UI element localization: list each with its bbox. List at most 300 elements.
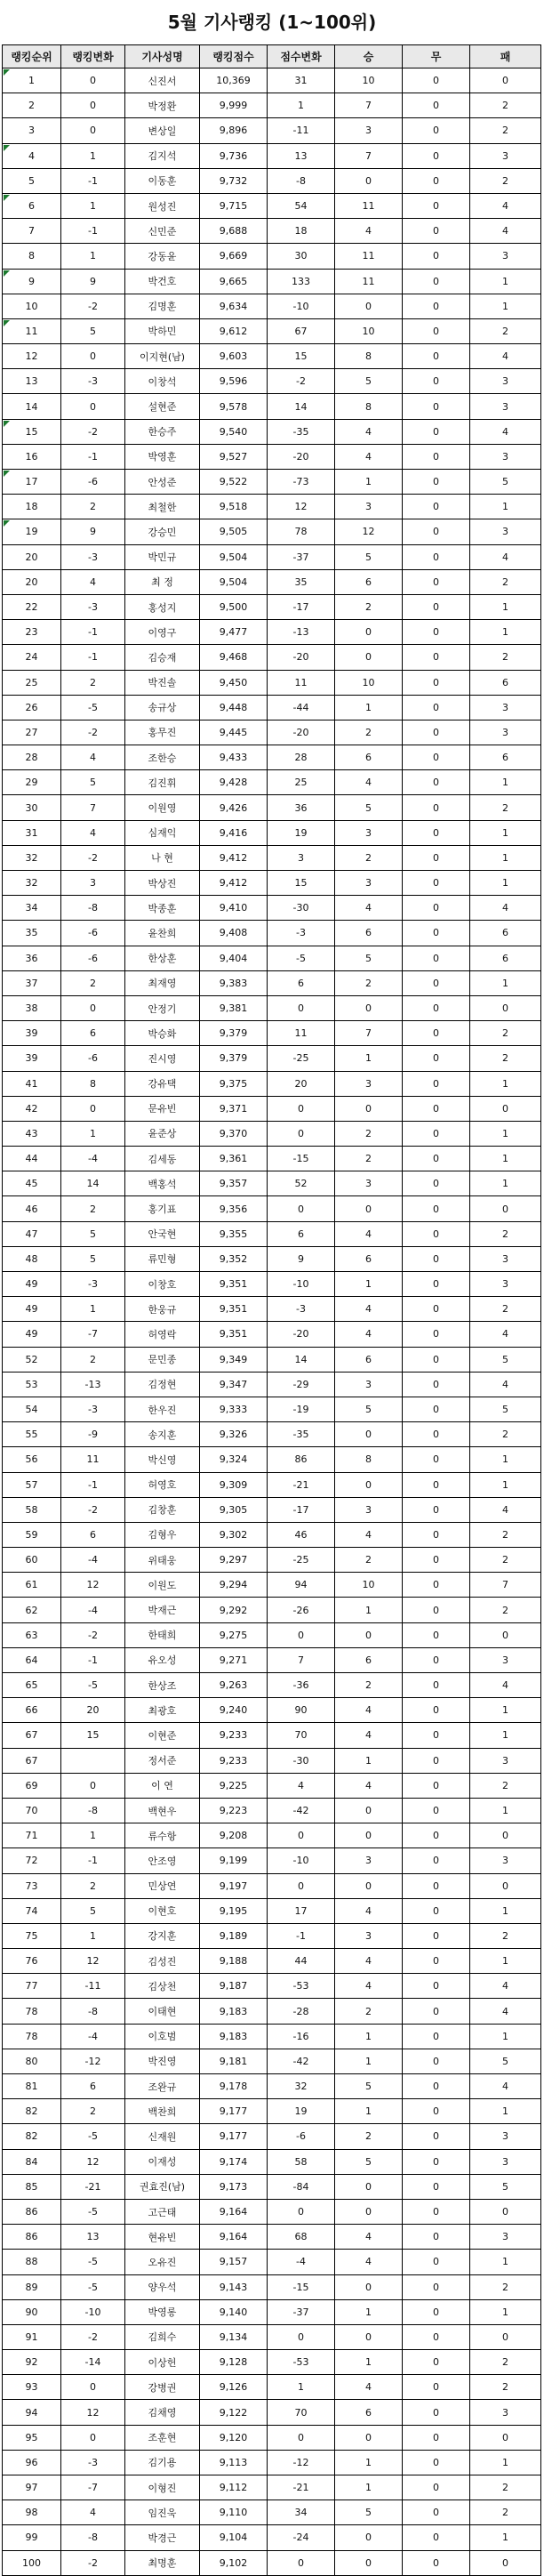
cell-score: 9,426	[200, 795, 268, 820]
cell-draws: 0	[403, 193, 470, 218]
cell-score: 9,371	[200, 1096, 268, 1121]
cell-wins: 0	[335, 995, 403, 1020]
header-rank: 랭킹순위	[3, 45, 61, 68]
table-row	[3, 1647, 541, 1672]
cell-score-change: -20	[268, 1322, 335, 1347]
cell-draws: 0	[403, 2375, 470, 2400]
cell-wins: 10	[335, 1573, 403, 1598]
cell-player-name: 박하민	[125, 318, 200, 343]
table-row	[3, 1322, 541, 1347]
cell-rank-change: 0	[61, 1096, 125, 1121]
cell-rank-change: 20	[61, 1698, 125, 1723]
cell-score-change: 25	[268, 770, 335, 795]
cell-player-name: 이태현	[125, 1999, 200, 2024]
table-row	[3, 2024, 541, 2049]
cell-draws: 0	[403, 2250, 470, 2274]
cell-score: 9,126	[200, 2375, 268, 2400]
cell-wins: 1	[335, 1598, 403, 1622]
cell-draws: 0	[403, 1497, 470, 1522]
cell-score-change: -10	[268, 1848, 335, 1873]
cell-draws: 0	[403, 845, 470, 870]
cell-player-name: 위태웅	[125, 1548, 200, 1573]
cell-draws: 0	[403, 1573, 470, 1598]
cell-rank: 8	[3, 244, 61, 269]
cell-player-name: 심재익	[125, 820, 200, 845]
table-row	[3, 344, 541, 369]
cell-score: 9,164	[200, 2225, 268, 2250]
cell-rank: 66	[3, 1698, 61, 1723]
cell-draws: 0	[403, 1447, 470, 1472]
cell-wins: 2	[335, 1548, 403, 1573]
cell-wins: 12	[335, 519, 403, 544]
cell-draws: 0	[403, 118, 470, 143]
cell-wins: 6	[335, 569, 403, 594]
cell-draws: 0	[403, 294, 470, 318]
cell-rank: 17	[3, 470, 61, 495]
table-row	[3, 2250, 541, 2274]
cell-rank: 42	[3, 1096, 61, 1121]
cell-rank: 61	[3, 1573, 61, 1598]
cell-rank: 9	[3, 269, 61, 294]
cell-rank-change: 4	[61, 569, 125, 594]
table-row	[3, 2425, 541, 2450]
cell-draws: 0	[403, 921, 470, 946]
cell-rank-change: -14	[61, 2350, 125, 2375]
cell-rank: 91	[3, 2324, 61, 2349]
cell-rank-change: 2	[61, 2099, 125, 2124]
cell-rank-change: -1	[61, 1472, 125, 1497]
cell-score-change: 0	[268, 2425, 335, 2450]
cell-player-name: 박진영	[125, 2049, 200, 2073]
cell-rank-change: -8	[61, 1999, 125, 2024]
cell-rank-change: -1	[61, 645, 125, 670]
cell-score-change: 19	[268, 2099, 335, 2124]
table-row	[3, 1798, 541, 1823]
cell-rank: 60	[3, 1548, 61, 1573]
cell-rank: 31	[3, 820, 61, 845]
cell-wins: 7	[335, 93, 403, 118]
cell-score: 9,578	[200, 394, 268, 419]
cell-player-name: 박진솔	[125, 670, 200, 695]
cell-player-name: 원성진	[125, 193, 200, 218]
cell-score: 9,522	[200, 470, 268, 495]
cell-rank-change: 9	[61, 269, 125, 294]
cell-rank: 49	[3, 1272, 61, 1297]
cell-score: 9,347	[200, 1372, 268, 1397]
cell-score-change: 34	[268, 2500, 335, 2525]
cell-player-name: 송지훈	[125, 1422, 200, 1447]
cell-rank: 62	[3, 1598, 61, 1622]
cell-draws: 0	[403, 2475, 470, 2500]
cell-rank: 98	[3, 2500, 61, 2525]
cell-wins: 4	[335, 770, 403, 795]
table-row	[3, 2475, 541, 2500]
cell-player-name: 김창훈	[125, 1497, 200, 1522]
table-row	[3, 1021, 541, 1046]
table-row	[3, 1622, 541, 1647]
cell-wins: 10	[335, 670, 403, 695]
cell-rank-change: -2	[61, 1622, 125, 1647]
cell-losses: 5	[470, 2174, 541, 2199]
cell-draws: 0	[403, 670, 470, 695]
cell-losses: 5	[470, 1397, 541, 1421]
cell-rank-change: 6	[61, 1522, 125, 1547]
cell-rank-change: 1	[61, 1823, 125, 1848]
cell-wins: 3	[335, 1372, 403, 1397]
cell-wins: 4	[335, 1221, 403, 1246]
cell-score: 9,518	[200, 495, 268, 519]
cell-losses: 3	[470, 2149, 541, 2174]
cell-rank: 86	[3, 2225, 61, 2250]
table-row	[3, 1873, 541, 1898]
cell-draws: 0	[403, 419, 470, 444]
cell-wins: 3	[335, 1071, 403, 1096]
cell-score: 9,412	[200, 871, 268, 896]
cell-draws: 0	[403, 569, 470, 594]
cell-draws: 0	[403, 2500, 470, 2525]
cell-losses: 2	[470, 1598, 541, 1622]
cell-score: 9,199	[200, 1848, 268, 1873]
cell-draws: 0	[403, 1472, 470, 1497]
cell-score: 9,688	[200, 219, 268, 244]
cell-draws: 0	[403, 1422, 470, 1447]
cell-rank-change: -3	[61, 544, 125, 569]
cell-rank: 24	[3, 645, 61, 670]
cell-wins: 6	[335, 2400, 403, 2425]
cell-score-change: 67	[268, 318, 335, 343]
cell-rank: 13	[3, 369, 61, 394]
cell-player-name: 박영롱	[125, 2299, 200, 2324]
cell-score: 9,351	[200, 1297, 268, 1322]
cell-player-name: 조한승	[125, 745, 200, 770]
cell-rank-change: -1	[61, 1647, 125, 1672]
cell-wins: 6	[335, 745, 403, 770]
cell-wins: 4	[335, 419, 403, 444]
cell-draws: 0	[403, 2425, 470, 2450]
cell-player-name: 이원영	[125, 795, 200, 820]
cell-losses: 6	[470, 946, 541, 970]
cell-wins: 5	[335, 2500, 403, 2525]
cell-rank: 14	[3, 394, 61, 419]
cell-player-name: 박정환	[125, 93, 200, 118]
table-row	[3, 1598, 541, 1622]
cell-score-change: -37	[268, 2299, 335, 2324]
cell-rank: 12	[3, 344, 61, 369]
cell-losses: 1	[470, 770, 541, 795]
cell-score: 9,271	[200, 1647, 268, 1672]
cell-rank-change: 1	[61, 1297, 125, 1322]
cell-wins: 4	[335, 1974, 403, 1999]
table-row	[3, 845, 541, 870]
cell-losses: 3	[470, 2124, 541, 2149]
cell-player-name: 유오성	[125, 1647, 200, 1672]
cell-wins: 0	[335, 1873, 403, 1898]
cell-draws: 0	[403, 620, 470, 645]
cell-player-name: 이창호	[125, 1272, 200, 1297]
cell-rank: 81	[3, 2074, 61, 2099]
cell-losses: 2	[470, 1773, 541, 1798]
cell-player-name: 정서준	[125, 1748, 200, 1773]
cell-score: 9,178	[200, 2074, 268, 2099]
cell-draws: 0	[403, 68, 470, 93]
cell-losses: 1	[470, 1147, 541, 1171]
cell-score: 9,448	[200, 695, 268, 720]
table-row	[3, 2550, 541, 2575]
cell-player-name: 이상헌	[125, 2350, 200, 2375]
table-row	[3, 1823, 541, 1848]
cell-score: 9,527	[200, 444, 268, 469]
cell-player-name: 안성준	[125, 470, 200, 495]
cell-player-name: 이형진	[125, 2475, 200, 2500]
cell-score: 9,404	[200, 946, 268, 970]
cell-score-change: 1	[268, 2375, 335, 2400]
cell-draws: 0	[403, 1999, 470, 2024]
cell-score: 9,410	[200, 896, 268, 921]
cell-rank: 49	[3, 1297, 61, 1322]
cell-player-name: 박승화	[125, 1021, 200, 1046]
cell-losses: 0	[470, 1873, 541, 1898]
cell-losses: 1	[470, 2525, 541, 2550]
cell-score: 9,122	[200, 2400, 268, 2425]
cell-draws: 0	[403, 1322, 470, 1347]
cell-losses: 5	[470, 1347, 541, 1372]
cell-rank: 69	[3, 1773, 61, 1798]
cell-rank-change: 2	[61, 1196, 125, 1221]
cell-losses: 1	[470, 1723, 541, 1748]
cell-losses: 3	[470, 720, 541, 745]
table-row	[3, 1071, 541, 1096]
cell-score-change: -17	[268, 1497, 335, 1522]
cell-rank: 64	[3, 1647, 61, 1672]
cell-player-name: 박건호	[125, 269, 200, 294]
cell-rank-change: 4	[61, 745, 125, 770]
header-player-name: 기사성명	[125, 45, 200, 68]
cell-losses: 1	[470, 871, 541, 896]
cell-losses: 4	[470, 1999, 541, 2024]
table-row	[3, 745, 541, 770]
cell-losses: 3	[470, 369, 541, 394]
cell-rank-change: -5	[61, 1673, 125, 1698]
cell-losses: 4	[470, 219, 541, 244]
cell-player-name: 강동윤	[125, 244, 200, 269]
cell-draws: 0	[403, 2324, 470, 2349]
cell-rank-change: 8	[61, 1071, 125, 1096]
cell-draws: 0	[403, 1548, 470, 1573]
cell-wins: 1	[335, 2450, 403, 2475]
cell-rank: 46	[3, 1196, 61, 1221]
cell-score: 9,309	[200, 1472, 268, 1497]
cell-wins: 1	[335, 2099, 403, 2124]
cell-rank: 4	[3, 143, 61, 168]
table-row	[3, 2199, 541, 2224]
cell-draws: 0	[403, 770, 470, 795]
cell-wins: 4	[335, 1297, 403, 1322]
cell-player-name: 이원도	[125, 1573, 200, 1598]
cell-draws: 0	[403, 2299, 470, 2324]
cell-rank-change: 2	[61, 495, 125, 519]
cell-rank: 78	[3, 2024, 61, 2049]
cell-losses: 2	[470, 1221, 541, 1246]
table-row	[3, 269, 541, 294]
table-row	[3, 1898, 541, 1923]
table-row	[3, 2225, 541, 2250]
cell-wins: 2	[335, 845, 403, 870]
cell-wins: 1	[335, 2350, 403, 2375]
cell-rank: 89	[3, 2274, 61, 2299]
cell-losses: 1	[470, 2299, 541, 2324]
cell-rank-change: 1	[61, 1121, 125, 1146]
cell-rank-change: 12	[61, 1573, 125, 1598]
header-rank-change: 랭킹변화	[61, 45, 125, 68]
cell-score-change: 0	[268, 1823, 335, 1848]
cell-rank-change: 12	[61, 2400, 125, 2425]
cell-wins: 5	[335, 2074, 403, 2099]
cell-score-change: -30	[268, 896, 335, 921]
cell-rank-change: -5	[61, 695, 125, 720]
table-row	[3, 219, 541, 244]
cell-rank-change: 1	[61, 1923, 125, 1948]
cell-wins: 1	[335, 2299, 403, 2324]
cell-rank: 47	[3, 1221, 61, 1246]
cell-draws: 0	[403, 219, 470, 244]
cell-score-change: 13	[268, 143, 335, 168]
cell-rank: 36	[3, 946, 61, 970]
cell-rank-change: 0	[61, 2425, 125, 2450]
cell-losses: 1	[470, 495, 541, 519]
cell-rank: 85	[3, 2174, 61, 2199]
cell-draws: 0	[403, 594, 470, 619]
cell-rank: 52	[3, 1347, 61, 1372]
cell-rank-change: 0	[61, 1773, 125, 1798]
table-row	[3, 946, 541, 970]
cell-rank: 100	[3, 2550, 61, 2575]
cell-score-change: -3	[268, 921, 335, 946]
cell-score: 9,263	[200, 1673, 268, 1698]
cell-wins: 5	[335, 2149, 403, 2174]
cell-player-name: 김명훈	[125, 294, 200, 318]
table-row	[3, 970, 541, 995]
cell-score-change: 31	[268, 68, 335, 93]
cell-rank: 45	[3, 1171, 61, 1196]
cell-rank-change: 2	[61, 670, 125, 695]
cell-score-change: 18	[268, 219, 335, 244]
cell-player-name: 이동훈	[125, 168, 200, 193]
cell-player-name: 신민준	[125, 219, 200, 244]
cell-rank: 19	[3, 519, 61, 544]
cell-draws: 0	[403, 1698, 470, 1723]
cell-player-name: 오유진	[125, 2250, 200, 2274]
cell-rank: 2	[3, 93, 61, 118]
cell-wins: 2	[335, 2124, 403, 2149]
cell-draws: 0	[403, 1873, 470, 1898]
cell-score-change: 36	[268, 795, 335, 820]
cell-player-name: 나 현	[125, 845, 200, 870]
cell-losses: 6	[470, 670, 541, 695]
cell-rank: 20	[3, 544, 61, 569]
cell-losses: 2	[470, 2375, 541, 2400]
cell-score-change: 58	[268, 2149, 335, 2174]
cell-losses: 0	[470, 995, 541, 1020]
cell-losses: 2	[470, 2500, 541, 2525]
cell-rank: 43	[3, 1121, 61, 1146]
cell-draws: 0	[403, 269, 470, 294]
cell-losses: 5	[470, 2049, 541, 2073]
cell-score: 9,305	[200, 1497, 268, 1522]
header-score: 랭킹점수	[200, 45, 268, 68]
cell-score: 9,445	[200, 720, 268, 745]
cell-score: 9,188	[200, 1949, 268, 1974]
cell-draws: 0	[403, 2400, 470, 2425]
cell-score: 9,665	[200, 269, 268, 294]
cell-score: 9,223	[200, 1798, 268, 1823]
cell-score-change: 7	[268, 1647, 335, 1672]
table-row	[3, 470, 541, 495]
cell-score: 9,128	[200, 2350, 268, 2375]
cell-draws: 0	[403, 896, 470, 921]
cell-rank-change: -3	[61, 369, 125, 394]
cell-rank-change: -12	[61, 2049, 125, 2073]
cell-losses: 4	[470, 1372, 541, 1397]
cell-losses: 1	[470, 1698, 541, 1723]
table-row	[3, 670, 541, 695]
table-row	[3, 1673, 541, 1698]
cell-score-change: -35	[268, 1422, 335, 1447]
cell-rank-change: 5	[61, 1221, 125, 1246]
cell-wins: 2	[335, 1147, 403, 1171]
cell-losses: 1	[470, 1071, 541, 1096]
table-row	[3, 1422, 541, 1447]
cell-wins: 4	[335, 1322, 403, 1347]
table-row	[3, 93, 541, 118]
cell-score: 9,140	[200, 2299, 268, 2324]
cell-draws: 0	[403, 2149, 470, 2174]
cell-player-name: 박경근	[125, 2525, 200, 2550]
cell-losses: 1	[470, 2450, 541, 2475]
cell-score-change: -2	[268, 369, 335, 394]
cell-wins: 0	[335, 2550, 403, 2575]
cell-losses: 4	[470, 1497, 541, 1522]
cell-player-name: 변상일	[125, 118, 200, 143]
cell-losses: 2	[470, 93, 541, 118]
cell-score: 9,104	[200, 2525, 268, 2550]
cell-score-change: 70	[268, 2400, 335, 2425]
table-row	[3, 795, 541, 820]
cell-losses: 3	[470, 695, 541, 720]
cell-rank-change: 2	[61, 1873, 125, 1898]
cell-losses: 0	[470, 1823, 541, 1848]
cell-draws: 0	[403, 720, 470, 745]
cell-rank: 88	[3, 2250, 61, 2274]
cell-draws: 0	[403, 1071, 470, 1096]
cell-rank-change: -8	[61, 1798, 125, 1823]
cell-wins: 1	[335, 2049, 403, 2073]
cell-wins: 4	[335, 219, 403, 244]
cell-losses: 2	[470, 795, 541, 820]
cell-player-name: 박종훈	[125, 896, 200, 921]
table-row	[3, 1497, 541, 1522]
table-row	[3, 1147, 541, 1171]
cell-rank: 15	[3, 419, 61, 444]
table-row	[3, 2299, 541, 2324]
cell-wins: 7	[335, 143, 403, 168]
table-row	[3, 2500, 541, 2525]
cell-wins: 0	[335, 2425, 403, 2450]
cell-losses: 4	[470, 193, 541, 218]
cell-rank-change: -4	[61, 1548, 125, 1573]
cell-rank: 65	[3, 1673, 61, 1698]
cell-losses: 6	[470, 921, 541, 946]
cell-score: 9,634	[200, 294, 268, 318]
